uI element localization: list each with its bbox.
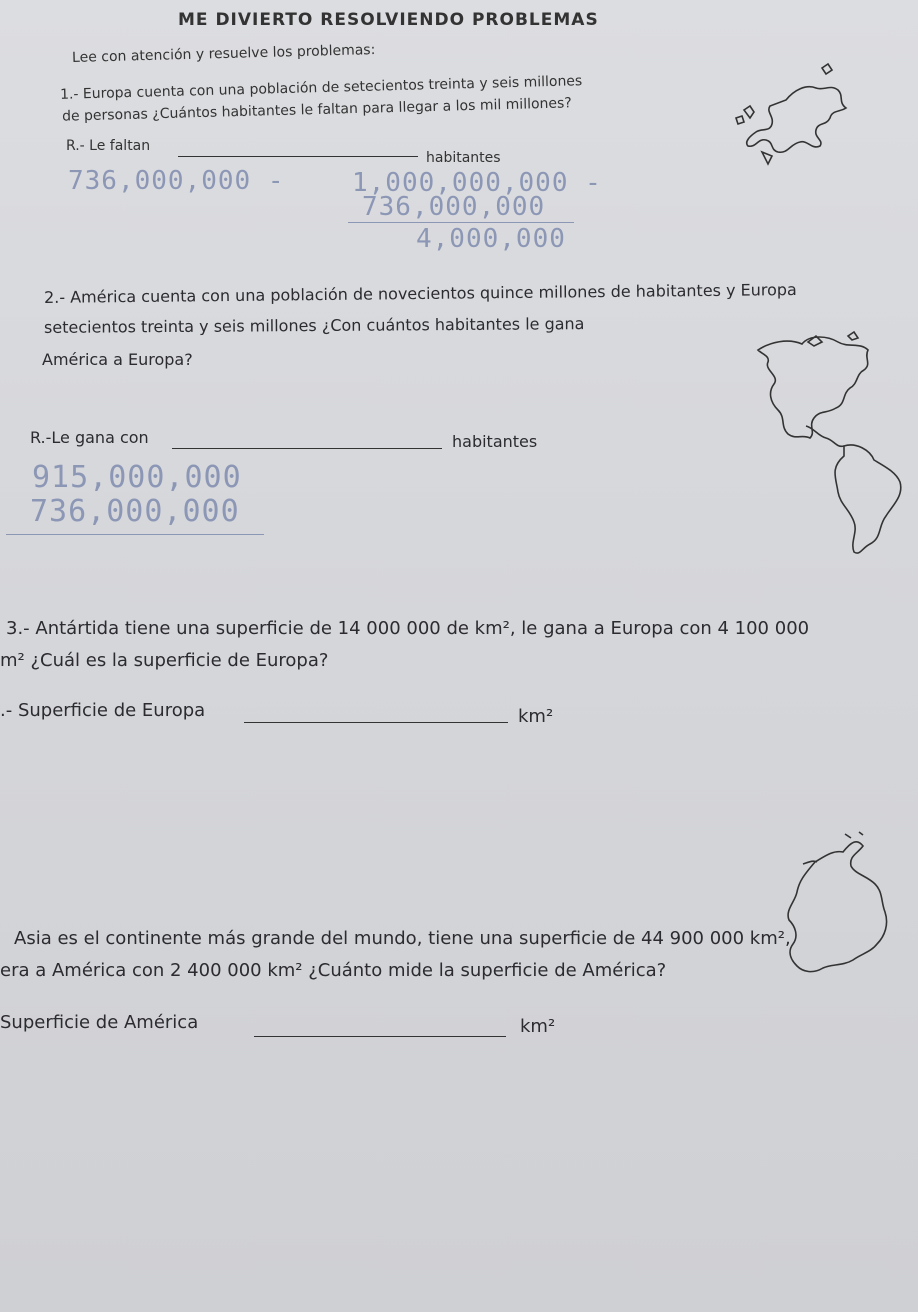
problem-3-answer-blank[interactable] (244, 722, 508, 723)
problem-1-answer-suffix: habitantes (426, 150, 501, 166)
page-title: ME DIVIERTO RESOLVIENDO PROBLEMAS (178, 10, 599, 30)
problem-1-work-result: 4,000,000 (416, 224, 566, 254)
problem-4-answer-suffix: km² (520, 1016, 556, 1037)
problem-2-work-rule (6, 534, 264, 535)
america-map-icon (748, 330, 918, 555)
problem-1-work-rule (348, 222, 574, 223)
problem-2-line-2: setecientos treinta y seis millones ¿Con cuántos habitantes le gana (43, 314, 585, 337)
problem-3-line-2: m² ¿Cuál es la superficie de Europa? (0, 650, 329, 671)
problem-2-line-1: 2.- América cuenta con una población de novecientos quince millones de habitantes y Europa (43, 280, 797, 307)
problem-2-work-row-1: 915,000,000 (32, 460, 242, 495)
problem-4-line-1: Asia es el continente más grande del mundo, tiene una superficie de 44 900 000 km², (14, 928, 791, 949)
problem-4-answer-prefix: Superficie de América (0, 1012, 199, 1033)
problem-1-answer-prefix: R.- Le faltan (66, 138, 151, 154)
problem-4-line-2: era a América con 2 400 000 km² ¿Cuánto mide la superficie de América? (0, 960, 667, 981)
problem-1-line-1: 1.- Europa cuenta con una población de setecientos treinta y seis millones (59, 73, 583, 103)
antarctica-map-icon (785, 828, 900, 993)
problem-1-answer-blank[interactable] (178, 156, 418, 157)
instructions: Lee con atención y resuelve los problemas: (71, 42, 376, 66)
problem-1-work-row-1: 1,000,000,000 - (352, 168, 602, 198)
problem-2-work-row-2: 736,000,000 (30, 494, 240, 529)
problem-2-answer-prefix: R.-Le gana con (30, 428, 149, 447)
problem-1-work-minuend-a: 736,000,000 - (68, 166, 285, 196)
problem-2-answer-blank[interactable] (172, 448, 442, 449)
problem-1-work-row-2: 736,000,000 (362, 192, 546, 222)
problem-3-answer-prefix: .- Superficie de Europa (0, 700, 206, 721)
problem-2-answer-suffix: habitantes (452, 432, 538, 451)
problem-2-line-3: América a Europa? (42, 350, 193, 369)
problem-1-line-2: de personas ¿Cuántos habitantes le faltan para llegar a los mil millones? (61, 95, 572, 125)
problem-3-answer-suffix: km² (518, 706, 554, 727)
europe-map-icon (722, 60, 862, 170)
problem-4-answer-blank[interactable] (254, 1036, 506, 1037)
problem-3-line-1: 3.- Antártida tiene una superficie de 14 000 000 de km², le gana a Europa con 4 100 000 (6, 618, 810, 639)
